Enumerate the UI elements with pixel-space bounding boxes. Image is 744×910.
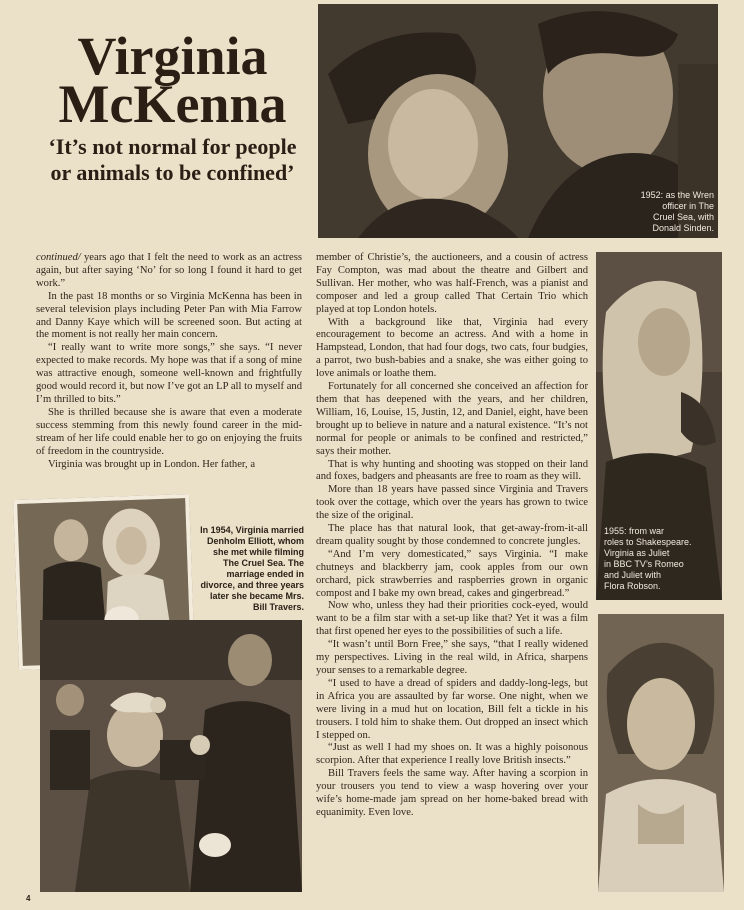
continued-label: continued/ <box>36 252 81 263</box>
paragraph: In the past 18 months or so Virginia McKenna has been in several television plays including Peter Pan with Mia Farrow and Danny Kaye which will be screened soon. But acting at the moment is not really her main concern. <box>36 290 302 341</box>
title-line-2: McKenna <box>58 74 287 134</box>
column-left <box>36 252 302 471</box>
paragraph: “I really want to write more songs,” she says. “I never expected to make records. My hope was that if a song of mine was attractive enough, someone well-known and frightfully good would record it, but now I’ve got an LP all to myself and I’m thrilled to bits.” <box>36 342 302 405</box>
paragraph: Virginia was brought up in London. Her father, a <box>48 458 256 470</box>
caption-wedding: In 1954, Virginia married Denholm Elliott, whom she met while filming The Cruel Sea. The marriage ended in divorce, and three years later she became Mrs. Bill Travers. <box>200 525 304 612</box>
page-number: 4 <box>26 894 31 903</box>
caption-line: Flora Robson. <box>604 581 661 591</box>
caption-line: and Juliet with <box>604 570 662 580</box>
column-middle <box>316 252 588 820</box>
paragraph: Now who, unless they had their priorities cock-eyed, would want to be a film star with a set-up like that? Yet it was a film that first opened her eyes to the possibilities of such a life. <box>316 600 588 638</box>
caption-line: 1952: as the Wren <box>640 190 714 200</box>
caption-line: in BBC TV’s Romeo <box>604 559 684 569</box>
paragraph <box>36 252 302 291</box>
caption-cruel-sea <box>604 190 714 234</box>
paragraph: Bill Travers feels the same way. After having a scorpion in your trousers you tend to view a wasp hovering over your wife’s home-made jam spread on her home-baked bread with equanimity. Even love. <box>316 768 588 818</box>
paragraph: With a background like that, Virginia had every encouragement to become an actress. And with a home in Hampstead, London, that had four dogs, two cats, four budgies, a parrot, two bush-babies and a snake, she was either going to love animals or loathe them. <box>316 316 588 380</box>
photo-portrait-image <box>598 614 724 892</box>
caption-line: Donald Sinden. <box>652 223 714 233</box>
caption-line: officer in The <box>662 201 714 211</box>
photo-group <box>40 620 302 892</box>
subtitle: ‘It’s not normal for people or animals to be confined’ <box>48 134 297 185</box>
photo-portrait <box>598 614 724 892</box>
headline <box>40 26 305 186</box>
paragraph: “I used to have a dread of spiders and daddy-long-legs, but in Africa you are assaulted by far worse. One night, when we were living in a mud hut on location, Bill felt a tickle in his trousers. I told him to shake them. Out dropped an insect which I stepped on. <box>316 677 588 741</box>
title-line-1: Virginia <box>77 26 268 86</box>
caption-line: Virginia as Juliet <box>604 548 670 558</box>
paragraph: member of Christie’s, the auctioneers, and a cousin of actress Fay Compton, was mad about the theatre and Gilbert and Sullivan. Her mother, who was half-French, was a pianist and composer and led a group called That Certain Trio which played at top London hotels. <box>316 252 588 315</box>
paragraph: More than 18 years have passed since Virginia and Travers took over the cottage, which over the years has grown to twice the size of the original. <box>316 484 588 522</box>
paragraph: The place has that natural look, that get-away-from-it-all dream quality sought by those condemned to concrete jungles. <box>316 523 588 547</box>
caption-line: Cruel Sea, with <box>652 212 714 222</box>
paragraph: That is why hunting and shooting was stopped on their land and foxes, badgers and pheasants are free to roam as they will. <box>316 458 588 483</box>
caption-line: 1955: from war <box>604 526 665 536</box>
paragraph: “Just as well I had my shoes on. It was a highly poisonous scorpion. After that experience I really love British insects.” <box>316 742 588 767</box>
photo-cruel-sea <box>318 4 718 238</box>
photo-group-image <box>40 620 302 892</box>
caption-juliet <box>604 526 714 592</box>
paragraph: “It wasn’t until Born Free,” she says, “that I really widened my perspectives. Living in the real wild, in Africa, sharpens your senses to a remarkable degree. <box>316 639 588 676</box>
photo-juliet <box>596 252 722 600</box>
paragraph: “And I’m very domesticated,” says Virginia. “I make chutneys and blackberry jam, cook apples from our own orchard, pick strawberries and raspberries grown in organic compost and I bake my own bread, cakes and gingerbread.” <box>316 548 588 599</box>
paragraph: She is thrilled because she is aware that even a moderate success stemming from this newly found career in the mid-stream of her life could enable her to go on enjoying the fruits of freedom in the countryside. <box>36 406 302 457</box>
paragraph: Fortunately for all concerned she conceived an affection for them that has deepened with the years, and her children, William, 16, Louise, 15, Justin, 12, and Daniel, eight, have been brought up to believe in nature and a natural existence. “It’s not normal for people or animals to be confined and restricted,” says their mother. <box>316 381 589 457</box>
caption-line: roles to Shakespeare. <box>604 537 692 547</box>
paragraph-text: years ago that I felt the need to work as an actress again, but after saying ‘No’ for so long I found it hard to get work.” <box>36 252 302 289</box>
